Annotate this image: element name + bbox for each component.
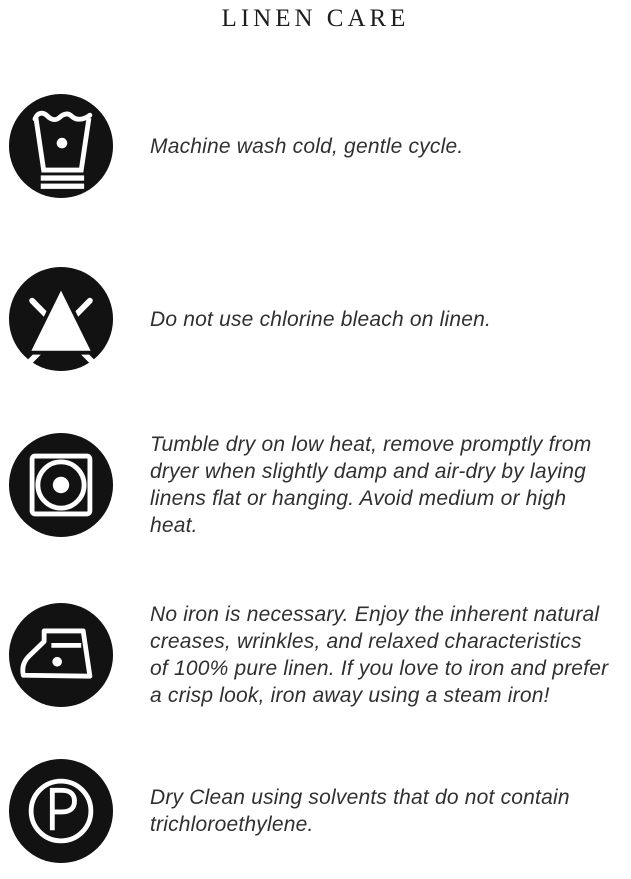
care-text-line: Do not use chlorine bleach on linen. [150, 307, 492, 331]
care-text-line: trichloroethylene. [150, 813, 314, 836]
dry-clean-icon [8, 758, 114, 864]
care-text-machine-wash [150, 133, 463, 160]
care-row-tumble-dry [8, 431, 625, 539]
care-text-line: Tumble dry on low heat, remove promptly from [150, 433, 592, 456]
care-text-line: heat. [150, 514, 198, 537]
do-not-bleach-icon [8, 266, 114, 372]
machine-wash-icon [8, 93, 114, 199]
care-text-line: Dry Clean using solvents that do not contain [150, 786, 570, 809]
care-row-do-not-bleach [8, 266, 625, 372]
care-text-iron [150, 601, 608, 709]
care-row-dry-clean [8, 758, 625, 864]
care-row-iron [8, 601, 625, 709]
tumble-dry-low-icon [8, 432, 114, 538]
care-text-do-not-bleach [150, 306, 491, 333]
care-text-line: of 100% pure linen. If you love to iron and prefer [150, 657, 609, 680]
care-text-line: linens flat or hanging. Avoid medium or high [150, 487, 567, 510]
care-text-line: a crisp look, iron away using a steam iron! [150, 684, 550, 707]
care-text-line: dryer when slightly damp and air-dry by laying [150, 460, 587, 483]
page-title: LINEN CARE [221, 5, 410, 32]
care-text-line: creases, wrinkles, and relaxed characteristics [150, 630, 582, 653]
care-text-tumble-dry [150, 431, 591, 539]
care-text-dry-clean [150, 784, 570, 838]
iron-icon [8, 602, 114, 708]
care-text-line: No iron is necessary. Enjoy the inherent natural [150, 603, 600, 626]
care-row-machine-wash [8, 93, 625, 199]
care-text-line: Machine wash cold, gentle cycle. [150, 134, 464, 158]
